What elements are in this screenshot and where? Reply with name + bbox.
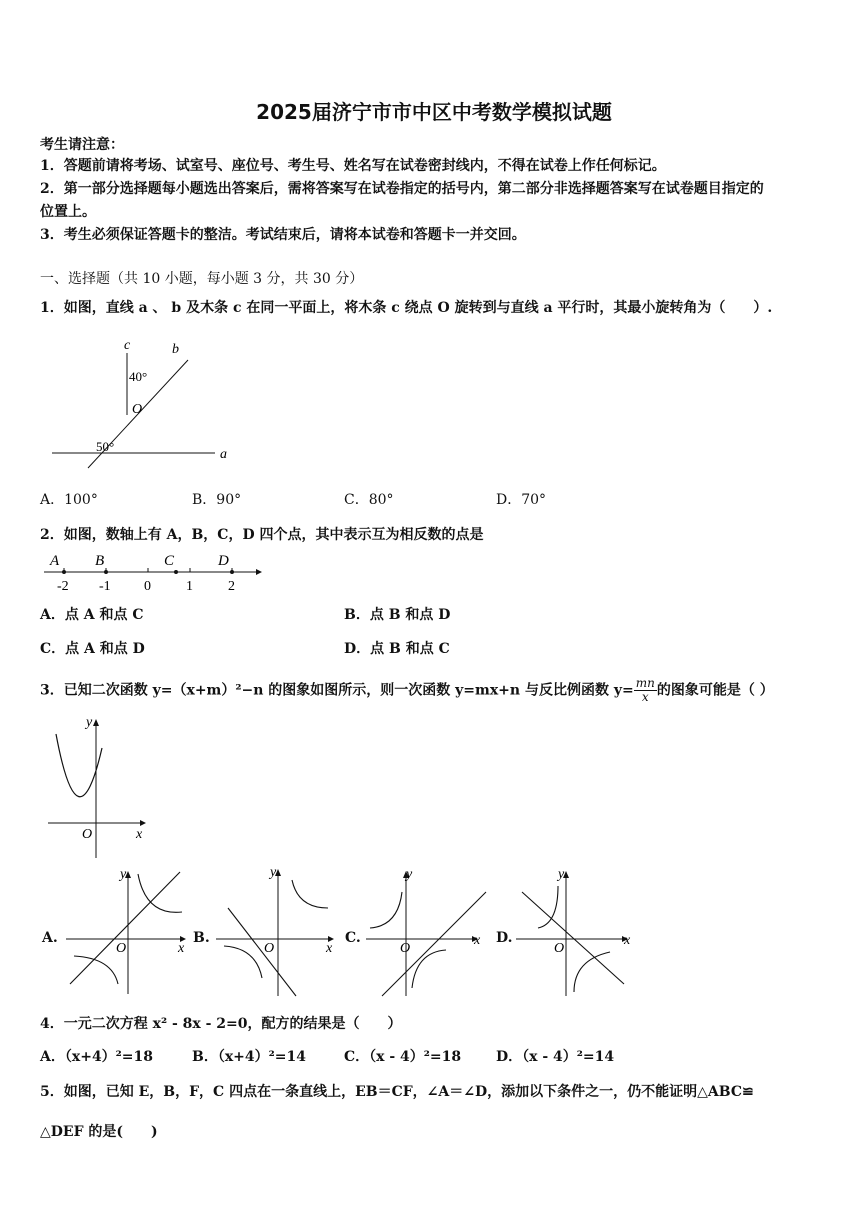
angle-40: 40° — [129, 369, 148, 384]
question-2-stem: 2．如图，数轴上有 A，B，C，D 四个点，其中表示互为相反数的点是 — [40, 527, 484, 543]
question-4-stem: 4．一元二次方程 x² - 8x - 2=0，配方的结果是（ ） — [40, 1016, 402, 1032]
origin-label: O — [400, 941, 411, 956]
question-5-stem-continued: △DEF 的是( ) — [40, 1124, 158, 1140]
label-o: O — [132, 402, 143, 417]
question-1-figure — [40, 335, 250, 470]
q4-option-c: C．（x - 4）²=18 — [344, 1049, 462, 1065]
q3-stem-before: 3．已知二次函数 y=（x+m）²−n 的图象如图所示，则一次函数 y=mx+n 与反比例函数 y= — [40, 682, 634, 699]
notice-item: 位置上。 — [40, 204, 96, 220]
notice-item: 1．答题前请将考场、试室号、座位号、考生号、姓名写在试卷密封线内，不得在试卷上作任何标记。 — [40, 158, 666, 174]
point-a-label: A — [50, 553, 60, 569]
q1-option-a: A．100° — [40, 492, 98, 508]
notice-heading: 考生请注意： — [40, 137, 124, 153]
origin-label: O — [554, 941, 565, 956]
fraction-numerator: mn — [635, 676, 655, 690]
q4-option-a: A．（x+4）²=18 — [40, 1049, 154, 1065]
axis-x-label: x — [136, 827, 143, 842]
angle-50: 50° — [96, 439, 115, 454]
q2-option-a: A．点 A 和点 C — [40, 607, 144, 623]
parabola-graph — [44, 712, 154, 862]
tick-label: -1 — [99, 579, 111, 594]
label-a: a — [220, 447, 227, 462]
label-b: b — [172, 342, 179, 357]
axis-y-label: y — [270, 865, 277, 880]
q3-option-c: C. — [345, 930, 361, 946]
question-1-stem: 1．如图，直线 a 、 b 及木条 c 在同一平面上，将木条 c 绕点 O 旋转到与直线 a 平行时，其最小旋转角为（ ）. — [40, 300, 773, 316]
option-c-graph — [362, 866, 492, 1000]
notice-item: 3．考生必须保证答题卡的整洁。考试结束后，请将本试卷和答题卡一并交回。 — [40, 227, 526, 243]
fraction-denominator: x — [641, 690, 649, 704]
axis-x-label: x — [178, 941, 185, 956]
q2-option-b: B．点 B 和点 D — [344, 607, 451, 623]
notice-item: 2．第一部分选择题每小题选出答案后，需将答案写在试卷指定的括号内，第二部分非选择题答案写在试卷题目指定的 — [40, 181, 764, 197]
q2-option-d: D．点 B 和点 C — [344, 641, 450, 657]
fraction-mn-over-x — [634, 677, 657, 704]
option-b-graph — [212, 862, 342, 1000]
q4-option-b: B．（x+4）²=14 — [192, 1049, 306, 1065]
q3-option-d: D. — [496, 930, 513, 946]
question-5-stem: 5．如图，已知 E，B，F，C 四点在一条直线上，EB＝CF，∠A＝∠D，添加以下条件之一，仍不能证明△ABC≌ — [40, 1084, 754, 1100]
tick-label: -2 — [57, 579, 69, 594]
axis-x-label: x — [624, 933, 631, 948]
label-c: c — [124, 338, 131, 353]
q4-option-d: D．（x - 4）²=14 — [496, 1049, 615, 1065]
q3-option-a: A. — [42, 930, 58, 946]
q1-option-c: C．80° — [344, 492, 394, 508]
q3-option-b: B. — [193, 930, 210, 946]
origin-label: O — [264, 941, 275, 956]
axis-y-label: y — [558, 867, 565, 882]
q1-option-d: D．70° — [496, 492, 547, 508]
axis-y-label: y — [86, 715, 93, 730]
option-d-graph — [512, 866, 642, 1000]
point-d-label: D — [218, 553, 229, 569]
axis-x-label: x — [326, 941, 333, 956]
q1-option-b: B．90° — [192, 492, 242, 508]
option-a-graph — [62, 866, 192, 996]
axis-y-label: y — [406, 867, 413, 882]
q2-option-c: C．点 A 和点 D — [40, 641, 145, 657]
tick-label: 0 — [144, 579, 151, 594]
tick-label: 1 — [186, 579, 193, 594]
point-c-label: C — [164, 553, 175, 569]
number-line — [40, 548, 265, 598]
section-heading: 一、选择题（共 10 小题，每小题 3 分，共 30 分） — [40, 271, 364, 287]
q3-stem-after: 的图象可能是（ ） — [656, 682, 774, 699]
axis-x-label: x — [474, 933, 481, 948]
origin-label: O — [82, 827, 93, 842]
axis-y-label: y — [120, 867, 127, 882]
page-title: 2025届济宁市市中区中考数学模拟试题 — [256, 100, 612, 124]
point-b-label: B — [95, 553, 105, 569]
origin-label: O — [116, 941, 127, 956]
question-3-stem — [40, 677, 774, 704]
tick-label: 2 — [228, 579, 235, 594]
